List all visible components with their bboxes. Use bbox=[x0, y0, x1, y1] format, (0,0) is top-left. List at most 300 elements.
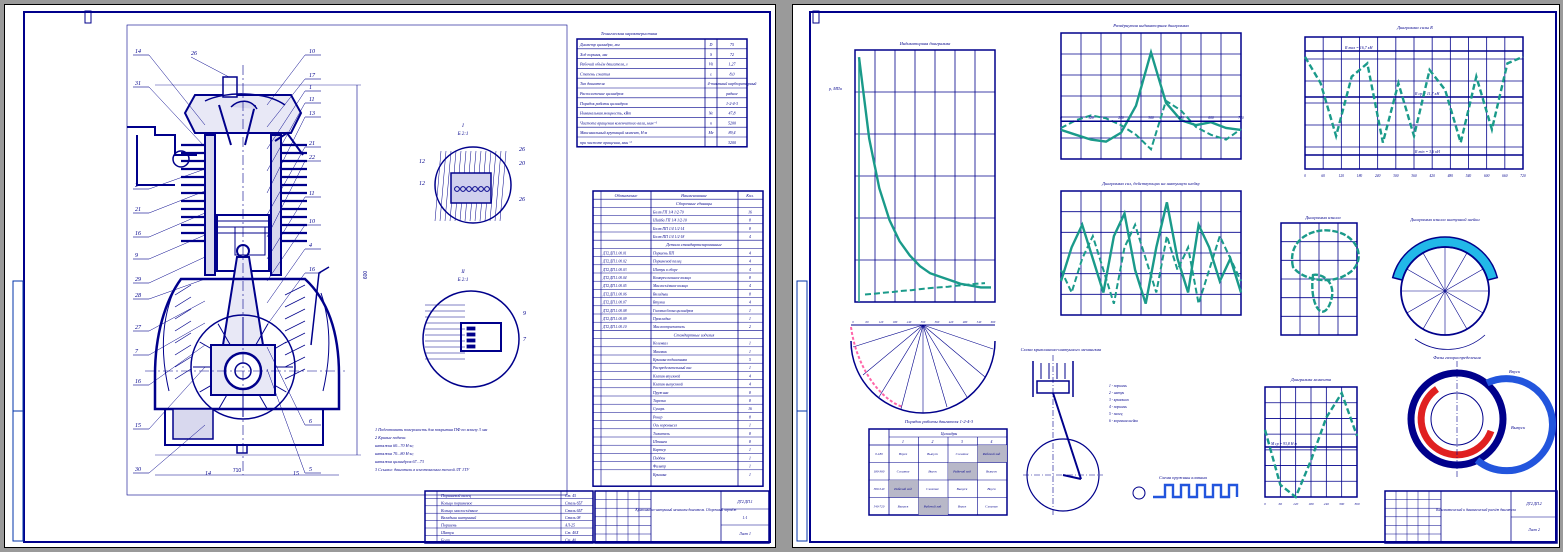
callout-number: 7 bbox=[135, 349, 138, 355]
char-row-name: при частоте вращения, мин⁻¹ bbox=[580, 140, 632, 145]
callout-number: 5 bbox=[309, 467, 312, 473]
char-row-value: 72 bbox=[730, 51, 734, 57]
callout-number: 21 bbox=[135, 207, 141, 213]
spec-item-qty: 2 bbox=[749, 325, 751, 330]
char-row-value: 75 bbox=[730, 42, 734, 47]
x-tick-label: 480 bbox=[1178, 116, 1184, 121]
sweep-tick: 360 bbox=[934, 320, 940, 324]
title-block-code: ДТ2.ДП.1 bbox=[737, 500, 753, 504]
hatch-line bbox=[175, 297, 191, 307]
sweep-ray bbox=[923, 325, 947, 407]
material-code: Ст. 45 bbox=[565, 494, 577, 498]
spec-item-name: Поддон bbox=[653, 456, 666, 461]
valve-label-intake: Впуск bbox=[1509, 369, 1521, 374]
x-tick-label: 60 bbox=[1321, 174, 1325, 178]
detail-callout: 26 bbox=[519, 147, 525, 153]
char-row-symbol: Ne bbox=[708, 110, 714, 116]
sweep-tick: 120 bbox=[878, 320, 884, 324]
oil-pump bbox=[173, 409, 213, 439]
crank-arm bbox=[1063, 475, 1081, 479]
spec-item-name: Пружина bbox=[653, 390, 669, 395]
char-row-name: Рабочий объём двигателя, л bbox=[580, 61, 628, 67]
x-tick-label: 0 bbox=[1304, 174, 1306, 178]
char-row-name: Порядок работы цилиндров bbox=[580, 100, 628, 106]
spec-item-qty: 1 bbox=[749, 317, 751, 321]
callout-number: 6 bbox=[309, 419, 312, 425]
callout-number: 17 bbox=[309, 73, 315, 79]
x-tick-label: 600 bbox=[1483, 174, 1490, 178]
leader-line bbox=[149, 55, 205, 125]
x-tick-label: 360 bbox=[1148, 116, 1154, 121]
polar-curve-inner bbox=[1312, 275, 1332, 312]
hatch-line bbox=[175, 369, 191, 379]
indicator-compression-line bbox=[865, 283, 985, 294]
hatch-line bbox=[175, 333, 191, 343]
detail-callout: 20 bbox=[519, 161, 525, 167]
sequence-cell: Впуск bbox=[957, 504, 967, 509]
x-tick-label: 240 bbox=[1323, 502, 1329, 506]
spec-item-name: Компрессионное кольцо bbox=[653, 276, 692, 280]
material-name: Болт bbox=[441, 537, 450, 543]
sequence-cell: Сжатие bbox=[985, 504, 998, 509]
x-tick-label: 60 bbox=[1278, 502, 1283, 506]
spec-item-qty: 4 bbox=[749, 259, 751, 264]
spec-item-qty: 1 bbox=[749, 472, 751, 477]
char-row-name: Тип двигателя bbox=[580, 81, 605, 87]
spec-item-name: Толкатель bbox=[653, 431, 670, 436]
detail-hatch bbox=[435, 151, 441, 221]
spec-item-qty: 8 bbox=[749, 390, 751, 395]
x-tick-label: 480 bbox=[1447, 174, 1454, 178]
side-strip bbox=[797, 411, 807, 541]
dimension-width: 710 bbox=[232, 468, 242, 474]
callout-number: 22 bbox=[309, 155, 315, 161]
technical-note: 3 Ссылки: двигатель в изготовлении теплой ЛГ 1ТУ bbox=[375, 467, 470, 472]
detail-ring bbox=[467, 339, 475, 342]
spec-header: Обозначение bbox=[614, 193, 638, 198]
spec-header: Наименование bbox=[681, 193, 707, 198]
drain-plug bbox=[237, 445, 247, 453]
side-strip bbox=[13, 411, 23, 541]
callout-number: 10 bbox=[309, 49, 315, 55]
spec-item-qty: 16 bbox=[748, 210, 752, 215]
kinematic-legend-item: 2 - шатун bbox=[1109, 391, 1125, 395]
radial-ray bbox=[1407, 291, 1445, 313]
hatch-line bbox=[175, 345, 191, 355]
x-tick-label: 0 bbox=[1264, 502, 1266, 506]
x-tick-label: 600 bbox=[1208, 116, 1214, 121]
spec-item-name: Маслоотражатель bbox=[653, 325, 685, 330]
spec-item-qty: 8 bbox=[749, 226, 751, 231]
title-block-sheet: Лист 2 bbox=[1528, 528, 1540, 532]
hatch-line bbox=[285, 345, 305, 355]
detail-callout: 12 bbox=[419, 159, 425, 165]
spec-item-qty: 8 bbox=[749, 415, 751, 420]
spec-item-code: ДТ2.ДП.1.00.09 bbox=[603, 317, 627, 321]
leader-line bbox=[267, 369, 305, 473]
spec-item-code: ДТ2.ДП.1.00.05 bbox=[603, 284, 627, 289]
sweep-tick: 60 bbox=[865, 320, 869, 324]
material-code: Сталь 08 bbox=[565, 516, 581, 521]
sweep-tick: 420 bbox=[948, 320, 954, 324]
callout-number: 11 bbox=[309, 97, 315, 103]
spec-item-code: ДТ2.ДП.1.00.01 bbox=[603, 251, 627, 256]
spec-item-name: Фильтр bbox=[653, 464, 666, 469]
spec-item-qty: 1 bbox=[749, 366, 751, 371]
spec-item-name: Шатун в сборе bbox=[653, 267, 678, 272]
spec-item-qty: 1 bbox=[749, 308, 751, 313]
char-row-value: 4-тактный карбюраторный bbox=[707, 81, 757, 87]
callout-number: 14 bbox=[205, 471, 211, 477]
x-tick-label: 120 bbox=[1088, 116, 1094, 121]
sweep-ray bbox=[853, 325, 923, 347]
unfolded-inertia-line bbox=[1061, 101, 1241, 150]
char-row-name: Номинальная мощность, кВт bbox=[580, 110, 631, 116]
unfolded-gas-force-line bbox=[1061, 52, 1241, 141]
title-block-name: Кривошипно-шатунный механизм двигателя. Сборочный чертёж bbox=[635, 508, 737, 512]
callout-number: 15 bbox=[293, 471, 299, 477]
spec-section-title: Сборочные единицы bbox=[676, 201, 712, 207]
hatch-line bbox=[175, 309, 191, 319]
kinematic-legend-item: 3 - кривошип bbox=[1109, 398, 1129, 402]
spec-item-qty: 8 bbox=[749, 276, 751, 280]
hatch-line bbox=[175, 321, 191, 331]
sequence-cell: Выпуск bbox=[927, 452, 938, 456]
spec-item-qty: 1 bbox=[749, 448, 751, 453]
spec-item-code: ДТ2.ДП.1.00.03 bbox=[603, 267, 627, 272]
detail-hatch bbox=[495, 151, 501, 221]
sequence-cell: Выпуск bbox=[986, 469, 997, 474]
callout-number: 4 bbox=[309, 243, 312, 249]
spring-section bbox=[1133, 487, 1145, 499]
sweep-ray bbox=[923, 325, 967, 397]
spec-item-qty: 8 bbox=[749, 431, 751, 436]
spec-item-qty: 4 bbox=[749, 251, 751, 256]
kinematic-legend-item: 4 - поршень bbox=[1109, 405, 1127, 409]
sweep-tick: 300 bbox=[920, 320, 926, 324]
leader-line bbox=[191, 57, 229, 77]
x-tick-label: 360 bbox=[1411, 174, 1417, 178]
title-block-code: ДТ2.ДП.2 bbox=[1526, 502, 1542, 506]
calculation-charts bbox=[793, 5, 1561, 549]
char-row-symbol: Vh bbox=[708, 61, 714, 67]
spec-item-name: Маховик bbox=[653, 349, 667, 354]
spec-item-qty: 1 bbox=[749, 349, 751, 354]
chart-ylabel: p, МПа bbox=[829, 86, 842, 91]
sequence-cell: Впуск bbox=[928, 469, 937, 474]
spec-item-name: Втулка bbox=[653, 300, 665, 305]
callout-number: 16 bbox=[135, 231, 141, 237]
sequence-cell: Выпуск bbox=[956, 487, 968, 491]
hatch-line bbox=[285, 309, 305, 319]
char-row-value: рядное bbox=[726, 91, 738, 96]
char-row-value: 1,27 bbox=[728, 61, 736, 67]
callout-number: 2 bbox=[135, 183, 138, 189]
callout-number: 21 bbox=[309, 141, 315, 147]
spec-item-code: ДТ2.ДП.1.00.04 bbox=[603, 276, 627, 280]
chart-title: Развёрнутая индикаторная диаграмма bbox=[1113, 23, 1189, 28]
section-scale: Б 2:1 bbox=[457, 278, 469, 283]
spec-item-name: Распределительный вал bbox=[653, 366, 692, 371]
callout-number: 10 bbox=[309, 219, 315, 225]
radial-ray bbox=[1445, 269, 1483, 291]
spec-item-qty: 4 bbox=[749, 300, 751, 305]
chart-title: Индикаторная диаграмма bbox=[899, 41, 951, 46]
char-row-value: 47,8 bbox=[728, 110, 736, 116]
chart-title: Схема пружины клапана bbox=[1159, 475, 1207, 480]
spec-item-qty: 1 bbox=[749, 456, 751, 461]
sweep-ray bbox=[901, 325, 923, 409]
spec-item-name: Поршень ПП bbox=[653, 251, 675, 256]
spec-item-qty: 1 bbox=[749, 423, 751, 428]
sequence-angle: 180-360 bbox=[873, 469, 885, 474]
callout-number: 28 bbox=[135, 293, 141, 299]
technical-note: 2 Кривые подачи: bbox=[375, 435, 407, 440]
callout-number: 1 bbox=[309, 85, 312, 91]
spec-item-name: Головка блока цилиндров bbox=[653, 308, 694, 313]
material-code: Ст. 40Х bbox=[565, 531, 579, 535]
material-code: АЛ-25 bbox=[565, 523, 575, 528]
spec-item-name: Крышка подшипника bbox=[653, 358, 688, 362]
sequence-angle: 360-540 bbox=[873, 487, 885, 491]
x-tick-label: 120 bbox=[1338, 174, 1345, 178]
char-row-name: Максимальный крутящий момент, Н·м bbox=[580, 130, 648, 136]
technical-note: натяжка 70...80 Н·м; bbox=[375, 451, 414, 456]
dimension-height: 600 bbox=[363, 270, 369, 280]
crankcase-inner bbox=[321, 293, 329, 391]
char-row-symbol: n bbox=[710, 120, 712, 126]
spec-item-qty: 8 bbox=[749, 440, 751, 444]
x-tick-label: 720 bbox=[1238, 116, 1244, 121]
callout-number: 26 bbox=[191, 51, 197, 57]
detail-ring bbox=[467, 327, 475, 330]
chart-title: Диаграмма износа bbox=[1305, 215, 1341, 220]
title-block-scale: 1:1 bbox=[742, 516, 748, 520]
callout-number: 27 bbox=[135, 325, 141, 331]
title-block-name: Кинематический и динамический расчёт двигателя bbox=[1436, 508, 1516, 512]
assembly-drawing bbox=[5, 5, 777, 549]
leader-line bbox=[149, 279, 205, 299]
x-tick-label: 120 bbox=[1293, 502, 1299, 506]
x-tick-label: 420 bbox=[1429, 174, 1435, 178]
x-tick-label: 180 bbox=[1308, 502, 1314, 506]
hatch-line bbox=[285, 333, 305, 343]
callout-number: 15 bbox=[135, 423, 141, 429]
sweep-tick: 540 bbox=[976, 320, 982, 324]
spec-item-name: Коленвал bbox=[653, 341, 668, 346]
material-code: Сталь 65Г bbox=[565, 501, 583, 506]
sequence-cell: Рабочий ход bbox=[982, 452, 1001, 456]
radial-ray bbox=[1407, 269, 1445, 291]
spec-item-code: ДТ2.ДП.1.00.07 bbox=[603, 300, 627, 305]
sequence-cell: Рабочий ход bbox=[953, 469, 971, 474]
spec-item-code: ДТ2.ДП.1.00.02 bbox=[603, 259, 627, 264]
spec-item-name: Болт ГП 1/4 1/2·70 bbox=[653, 210, 684, 215]
material-name: Поршень bbox=[441, 522, 457, 528]
char-row-value: 8,0 bbox=[729, 71, 735, 77]
char-row-value: 1-2-4-3 bbox=[726, 100, 738, 106]
callout-number: 29 bbox=[135, 277, 141, 283]
spec-item-name: Картер bbox=[653, 448, 666, 453]
char-table-title: Техническая характеристика bbox=[600, 31, 658, 36]
radial-ray bbox=[1423, 253, 1445, 291]
material-name: Вкладыш шатунный bbox=[441, 515, 477, 521]
detail-callout: 7 bbox=[523, 337, 526, 343]
radial-ray bbox=[1445, 291, 1483, 313]
wear-arrow-arc bbox=[1415, 335, 1485, 349]
x-tick-label: 720 bbox=[1520, 174, 1526, 178]
x-tick-label: 360 bbox=[1354, 502, 1360, 506]
spec-item-code: ДТ2.ДП.1.00.06 bbox=[603, 292, 627, 297]
spec-item-name: Болт ПП 1/4 1/2·14 bbox=[653, 226, 685, 231]
spec-item-name: Клапан впускной bbox=[653, 374, 681, 379]
corner-tab bbox=[85, 11, 91, 23]
spec-item-qty: 5 bbox=[749, 358, 751, 362]
corner-tab bbox=[813, 11, 819, 23]
sweep-tick: 180 bbox=[892, 320, 898, 324]
technical-note: 1 Подготовить поверхность для покрытия ПФ по эскизу 3 мм bbox=[375, 427, 488, 432]
r-max-label: R max = 16,7 кН bbox=[1345, 45, 1373, 50]
x-tick-label: 240 bbox=[1118, 116, 1124, 121]
detail-ring bbox=[467, 333, 475, 336]
char-row-name: Расположение цилиндров bbox=[580, 91, 624, 96]
sweep-ray bbox=[879, 325, 923, 397]
material-code: Ст. 40 bbox=[565, 538, 577, 543]
spec-item-qty: 8 bbox=[749, 218, 751, 223]
radial-ray bbox=[1423, 291, 1445, 329]
callout-number: 13 bbox=[309, 111, 315, 117]
technical-note: натяжка цилиндров 67...73 bbox=[375, 459, 424, 464]
detail-hatch bbox=[445, 151, 451, 221]
x-tick-label: 0 bbox=[1060, 116, 1062, 121]
sequence-angle: 540-720 bbox=[873, 504, 885, 509]
m-mean-label: M ср = 93,8 Н·м bbox=[1271, 442, 1297, 446]
spec-header: Кол. bbox=[746, 193, 754, 198]
radial-ray bbox=[1445, 253, 1467, 291]
sweep-highlight bbox=[851, 327, 903, 407]
chart-title: Диаграмма сил, действующих на шатунную шейку bbox=[1102, 181, 1200, 186]
leader-line bbox=[267, 273, 305, 325]
char-row-name: Частота вращения коленчатого вала, мин⁻¹ bbox=[580, 120, 657, 126]
side-strip bbox=[797, 281, 807, 411]
section-label: I bbox=[462, 124, 464, 129]
sequence-col-label: 2 bbox=[931, 440, 934, 444]
detail-callout: 26 bbox=[519, 197, 525, 203]
material-code: Сталь 65Г bbox=[565, 508, 583, 513]
sweep-tick: 600 bbox=[990, 320, 996, 324]
spec-item-name: Болт ПП 1/4 1/2·18 bbox=[653, 235, 685, 239]
hatch-line bbox=[285, 321, 305, 331]
spec-item-name: Крышка bbox=[653, 472, 667, 477]
material-name: Поршневой палец bbox=[441, 493, 471, 498]
char-row-symbol: Me bbox=[708, 130, 714, 136]
chart-title: Схема кривошипно-шатунного механизма bbox=[1020, 347, 1102, 352]
spec-item-qty: 4 bbox=[749, 267, 751, 272]
callout-number: 11 bbox=[309, 191, 315, 197]
chart-title: Фазы газораспределения bbox=[1433, 355, 1481, 360]
spec-item-code: ДТ2.ДП.1.00.10 bbox=[603, 325, 627, 330]
hatch-line bbox=[285, 297, 305, 307]
sequence-angle: 0-180 bbox=[875, 452, 883, 456]
spec-item-qty: 16 bbox=[748, 407, 752, 412]
spec-item-name: Штанга bbox=[653, 440, 667, 444]
chart-title: Диаграмма силы R bbox=[1397, 25, 1433, 30]
detail-ring bbox=[467, 345, 475, 348]
spec-item-name: Маслосъёмное кольцо bbox=[653, 284, 689, 289]
sequence-cell: Рабочий ход bbox=[894, 487, 912, 491]
material-name: Шатун bbox=[441, 530, 454, 535]
sequence-col-label: 3 bbox=[961, 440, 963, 444]
char-row-value: 3200 bbox=[728, 140, 736, 145]
x-tick-label: 300 bbox=[1393, 174, 1399, 178]
polar-curve bbox=[1292, 230, 1359, 280]
r-min-label: R min = 3,6 кН bbox=[1415, 149, 1440, 154]
spec-item-code: ДТ2.ДП.1.00.08 bbox=[603, 308, 627, 313]
side-strip bbox=[13, 281, 23, 411]
sweep-ray bbox=[863, 325, 923, 375]
spec-item-name: Поршневой палец bbox=[653, 259, 682, 264]
char-row-symbol: S bbox=[710, 51, 712, 57]
char-row-name: Степень сжатия bbox=[580, 71, 611, 77]
hatch-line bbox=[175, 357, 191, 367]
chart-title: Порядок работы двигателя 1-2-4-3 bbox=[904, 419, 974, 424]
sequence-cell: Рабочий ход bbox=[923, 504, 942, 509]
section-scale: Б 2:1 bbox=[457, 132, 469, 137]
sequence-cell: Сжатие bbox=[955, 452, 969, 456]
callout-number: 9 bbox=[135, 253, 138, 259]
technical-note: натяжка 60...70 Н·м; bbox=[375, 443, 414, 448]
spec-item-name: Вкладыш bbox=[653, 292, 669, 297]
callout-number: 31 bbox=[135, 81, 141, 87]
spec-item-name: Рокер bbox=[653, 415, 663, 420]
char-row-symbol: ε bbox=[710, 71, 712, 77]
sweep-ray bbox=[923, 325, 985, 377]
spec-item-qty: 8 bbox=[749, 292, 751, 297]
spec-item-qty: 1 bbox=[749, 341, 751, 346]
sequence-cell: Сжатие bbox=[926, 487, 939, 491]
sequence-header: Цилиндры bbox=[940, 432, 958, 436]
chart-title: Диаграмма износа шатунной шейки bbox=[1410, 217, 1480, 222]
spec-item-qty: 4 bbox=[749, 374, 751, 379]
spec-item-qty: 1 bbox=[749, 464, 751, 469]
spec-section-title: Стандартные изделия bbox=[673, 332, 715, 338]
spring-profile bbox=[1153, 485, 1237, 497]
spec-item-qty: 4 bbox=[749, 284, 751, 289]
drawing-sheet-calculations bbox=[792, 4, 1560, 548]
r-mid-label: R ср = 11,7 кН bbox=[1415, 91, 1440, 96]
material-name: Кольцо маслосъёмное bbox=[441, 507, 479, 513]
sweep-tick: 0 bbox=[852, 320, 854, 324]
sequence-cell: Выпуск bbox=[897, 504, 909, 509]
spec-item-name: Тарелка bbox=[653, 399, 666, 403]
spec-item-name: Шайба ГП 1/4 1/2·10 bbox=[653, 218, 687, 223]
spec-item-qty: 8 bbox=[749, 399, 751, 403]
leader-line bbox=[149, 235, 205, 259]
spec-item-name: Прокладка bbox=[653, 317, 671, 321]
sequence-col-label: 4 bbox=[990, 440, 993, 444]
spec-item-qty: 4 bbox=[749, 382, 751, 387]
sweep-tick: 480 bbox=[962, 320, 968, 324]
detail-callout: 9 bbox=[523, 311, 526, 317]
sequence-cell: Впуск bbox=[898, 452, 908, 456]
callout-number: 16 bbox=[135, 379, 141, 385]
kinematic-legend-item: 5 - палец bbox=[1109, 412, 1123, 416]
radial-ray bbox=[1445, 291, 1467, 329]
kinematic-legend-item: 6 - коренная шейка bbox=[1109, 419, 1138, 423]
callout-number: 30 bbox=[135, 467, 141, 473]
spec-item-name: Ось коромысел bbox=[653, 423, 678, 428]
spec-section-title: Детали стандартизированные bbox=[666, 242, 722, 248]
